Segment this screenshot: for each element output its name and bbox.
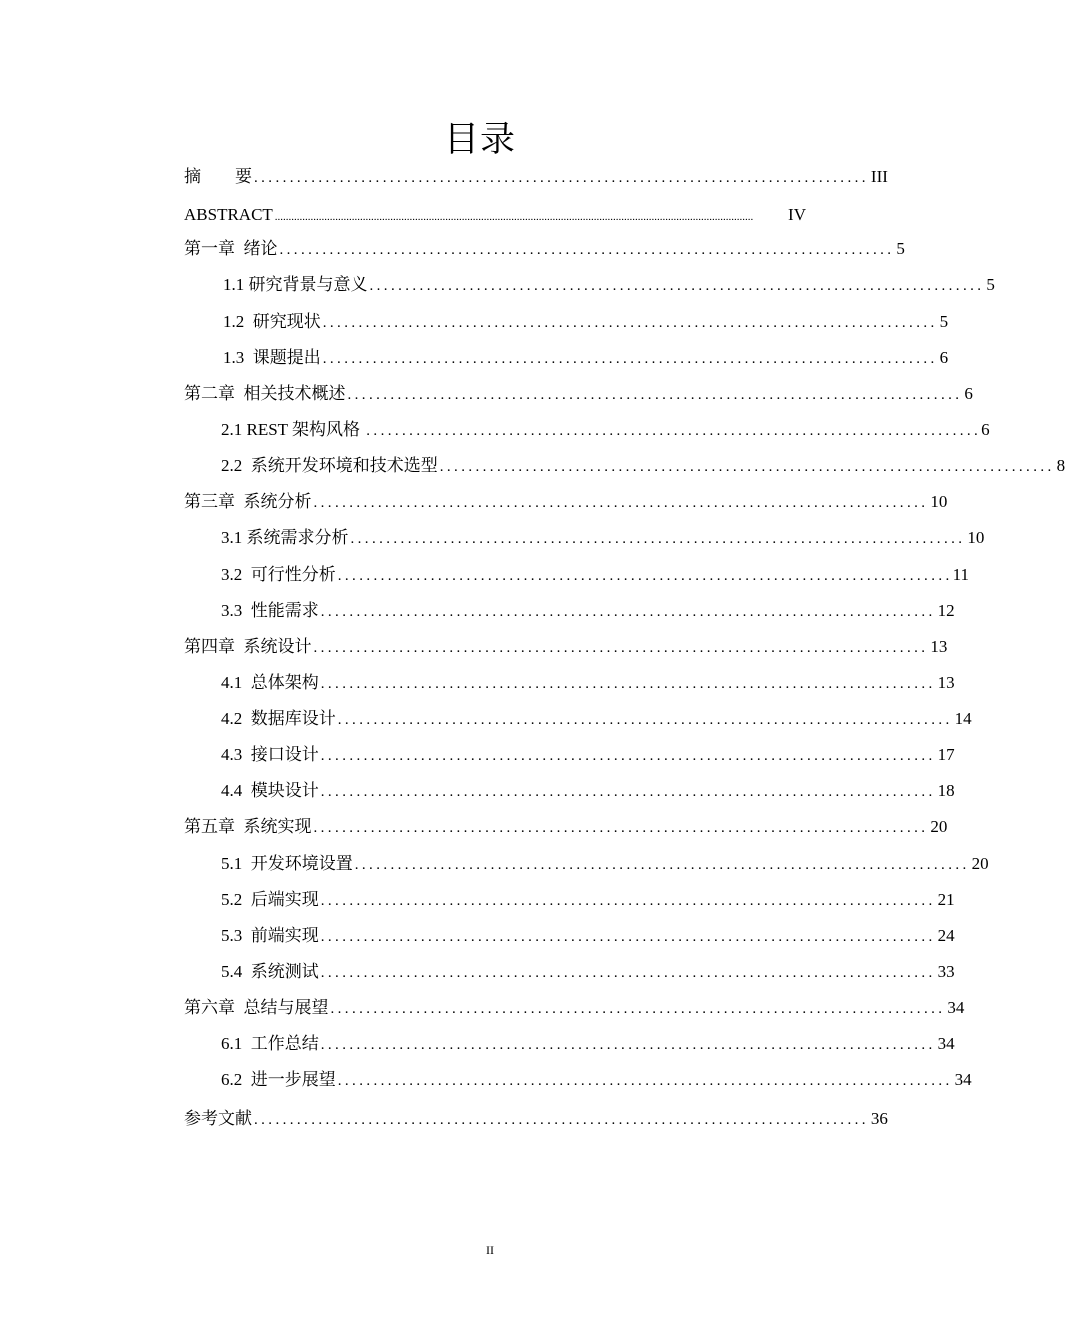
- toc-leader-dots: ......................................................................................: [322, 315, 938, 331]
- toc-entry-label: 5.4 系统测试: [221, 962, 319, 981]
- toc-leader-dots: ......................................................................................: [337, 1073, 953, 1089]
- toc-leader-dots: ......................................................................................: [254, 1112, 869, 1128]
- toc-entry-label: 5.1 开发环境设置: [221, 854, 353, 873]
- toc-leader-dots: ......................................................................................: [320, 1037, 936, 1053]
- toc-entry-1-2[interactable]: [223, 310, 949, 334]
- toc-entry-1-1[interactable]: [223, 273, 995, 297]
- toc-entry-label: 摘 要: [184, 167, 252, 186]
- toc-leader-dots: ......................................................................................: [320, 748, 936, 764]
- toc-entry-page: 17: [937, 745, 955, 764]
- toc-entry-chapter-4[interactable]: [184, 635, 948, 659]
- toc-entry-5-3[interactable]: [221, 924, 955, 948]
- toc-leader-dots: ..............................................................................................................................................................................: [274, 211, 754, 223]
- toc-entry-page: 34: [954, 1070, 972, 1089]
- toc-entry-page: 36: [870, 1109, 888, 1128]
- toc-entry-page: IV: [788, 205, 806, 224]
- toc-entry-label: 第四章 系统设计: [184, 637, 312, 656]
- toc-entry-page: 13: [937, 673, 955, 692]
- toc-entry-label: 第二章 相关技术概述: [184, 384, 346, 403]
- toc-entry-page: 10: [967, 528, 985, 547]
- toc-entry-page: 24: [937, 926, 955, 945]
- toc-leader-dots: ......................................................................................: [320, 676, 936, 692]
- toc-entry-2-1[interactable]: [221, 418, 990, 442]
- toc-leader-dots: ......................................................................................: [330, 1001, 946, 1017]
- toc-entry-label: 3.1 系统需求分析: [221, 528, 349, 547]
- toc-entry-4-2[interactable]: [221, 707, 972, 731]
- toc-entry-label: 4.4 模块设计: [221, 781, 319, 800]
- toc-entry-label: 第六章 总结与展望: [184, 998, 329, 1017]
- toc-entry-page: 34: [937, 1034, 955, 1053]
- toc-entry-page: 10: [930, 492, 948, 511]
- toc-leader-dots: ......................................................................................: [347, 387, 963, 403]
- toc-entry-chapter-5[interactable]: [184, 815, 948, 839]
- toc-title: 目录: [443, 120, 516, 160]
- toc-entry-page: 5: [986, 275, 995, 294]
- toc-leader-dots: ......................................................................................: [320, 604, 936, 620]
- toc-leader-dots: ......................................................................................: [337, 568, 953, 584]
- toc-entry-4-1[interactable]: [221, 671, 955, 695]
- toc-entry-5-4[interactable]: [221, 960, 955, 984]
- toc-entry-page: 18: [937, 781, 955, 800]
- toc-entry-abstract-cn[interactable]: [184, 165, 888, 189]
- toc-leader-dots: ......................................................................................: [354, 857, 970, 873]
- toc-entry-page: 14: [954, 709, 972, 728]
- toc-entry-page: 12: [937, 601, 955, 620]
- toc-entry-abstract-en[interactable]: [184, 203, 806, 227]
- toc-entry-page: 8: [1056, 456, 1065, 475]
- toc-entry-page: 6: [964, 384, 973, 403]
- toc-entry-page: 5: [896, 239, 905, 258]
- toc-entry-label: 1.1 研究背景与意义: [223, 275, 368, 294]
- toc-leader-dots: ......................................................................................: [439, 459, 1055, 475]
- toc-leader-dots: ......................................................................................: [313, 820, 929, 836]
- toc-entry-label: 3.3 性能需求: [221, 601, 319, 620]
- toc-entry-label: 4.2 数据库设计: [221, 709, 336, 728]
- toc-entry-label: 1.2 研究现状: [223, 312, 321, 331]
- toc-entry-page: 6: [939, 348, 949, 367]
- toc-entry-page: 6: [981, 420, 990, 439]
- toc-entry-chapter-3[interactable]: [184, 490, 948, 514]
- toc-entry-references[interactable]: [184, 1107, 888, 1131]
- toc-entry-label: ABSTRACT: [184, 205, 273, 224]
- toc-leader-dots: ......................................................................................: [313, 640, 929, 656]
- toc-entry-label: 6.1 工作总结: [221, 1034, 319, 1053]
- page-number: II: [486, 1243, 494, 1257]
- toc-entry-label: 5.3 前端实现: [221, 926, 319, 945]
- toc-leader-dots: ......................................................................................: [366, 423, 982, 439]
- toc-leader-dots: ......................................................................................: [320, 965, 936, 981]
- toc-entry-label: 2.1 REST 架构风格: [221, 420, 365, 439]
- toc-leader-dots: ......................................................................................: [369, 278, 985, 294]
- toc-entry-3-1[interactable]: [221, 526, 985, 550]
- toc-entry-6-1[interactable]: [221, 1032, 955, 1056]
- toc-entry-6-2[interactable]: [221, 1068, 972, 1092]
- toc-leader-dots: ......................................................................................: [322, 351, 938, 367]
- toc-entry-4-3[interactable]: [221, 743, 955, 767]
- toc-leader-dots: ......................................................................................: [337, 712, 953, 728]
- toc-entry-label: 1.3 课题提出: [223, 348, 321, 367]
- toc-leader-dots: ......................................................................................: [350, 531, 966, 547]
- toc-entry-page: 5: [939, 312, 949, 331]
- toc-leader-dots: ......................................................................................: [254, 170, 869, 186]
- toc-entry-5-2[interactable]: [221, 888, 955, 912]
- toc-entry-label: 5.2 后端实现: [221, 890, 319, 909]
- toc-entry-2-2[interactable]: [221, 454, 1065, 478]
- toc-entry-label: 第五章 系统实现: [184, 817, 312, 836]
- toc-entry-label: 4.3 接口设计: [221, 745, 319, 764]
- toc-leader-dots: ......................................................................................: [320, 893, 936, 909]
- toc-entry-label: 3.2 可行性分析: [221, 565, 336, 584]
- toc-leader-dots: ......................................................................................: [313, 495, 929, 511]
- toc-entry-page: 20: [971, 854, 989, 873]
- toc-entry-page: 34: [947, 998, 965, 1017]
- toc-entry-label: 第一章 绪论: [184, 239, 278, 258]
- toc-entry-page: 20: [930, 817, 948, 836]
- toc-leader-dots: ......................................................................................: [279, 242, 895, 258]
- toc-entry-page: 13: [930, 637, 948, 656]
- toc-entry-3-2[interactable]: [221, 563, 970, 587]
- toc-entry-page: III: [870, 167, 888, 186]
- toc-entry-label: 2.2 系统开发环境和技术选型: [221, 456, 438, 475]
- toc-entry-4-4[interactable]: [221, 779, 955, 803]
- toc-entry-label: 6.2 进一步展望: [221, 1070, 336, 1089]
- toc-entry-5-1[interactable]: [221, 852, 989, 876]
- toc-leader-dots: ......................................................................................: [320, 929, 936, 945]
- toc-leader-dots: ......................................................................................: [320, 784, 936, 800]
- toc-entry-label: 4.1 总体架构: [221, 673, 319, 692]
- toc-entry-label: 第三章 系统分析: [184, 492, 312, 511]
- toc-entry-chapter-1[interactable]: [184, 237, 905, 261]
- toc-entry-1-3[interactable]: [223, 346, 949, 370]
- toc-entry-page: 33: [937, 962, 955, 981]
- toc-entry-page: 11: [952, 565, 970, 584]
- toc-entry-chapter-2[interactable]: [184, 382, 973, 406]
- toc-entry-chapter-6[interactable]: [184, 996, 965, 1020]
- toc-entry-page: 21: [937, 890, 955, 909]
- toc-entry-label: 参考文献: [184, 1109, 252, 1128]
- toc-entry-3-3[interactable]: [221, 599, 955, 623]
